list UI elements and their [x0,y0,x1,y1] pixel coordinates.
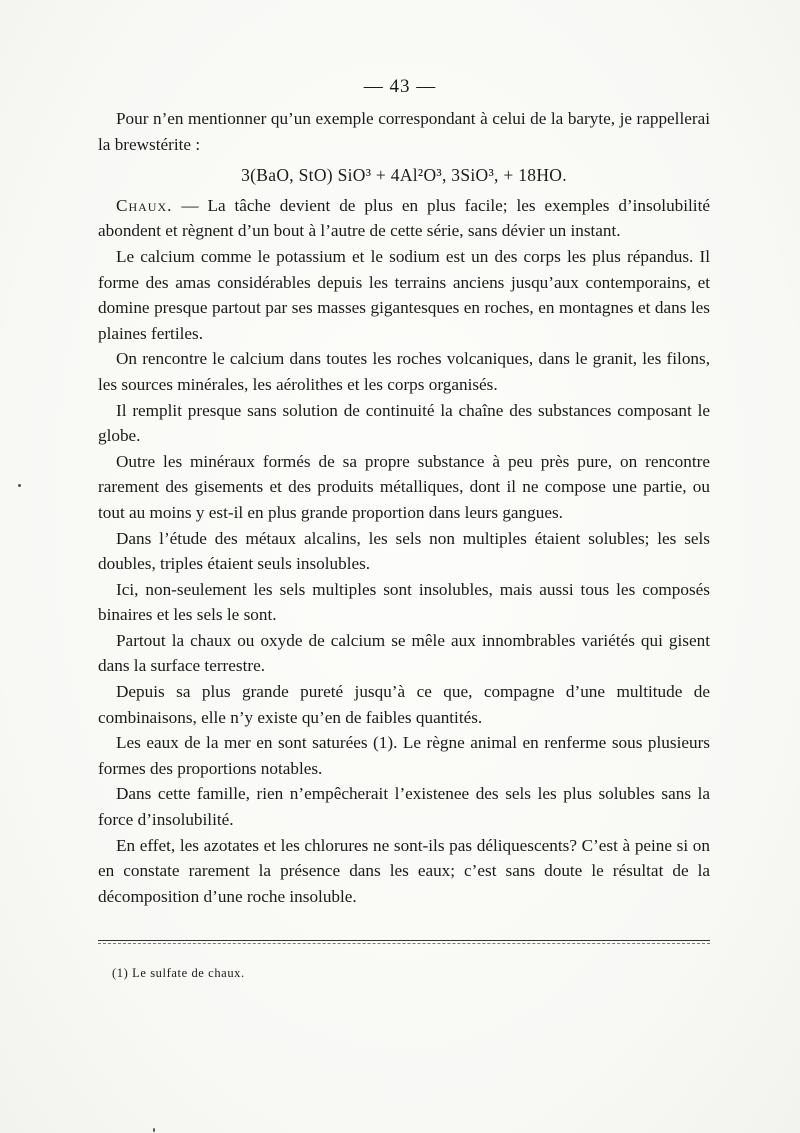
page-number: — 43 — [363,76,437,97]
paper-speck [153,1128,155,1132]
paragraph: Dans l’étude des métaux alcalins, les sels non multiples étaient solubles; les sels doubles, triples étaient seuls insolubles. [98,528,710,574]
paragraph: Outre les minéraux formés de sa propre substance à peu près pure, on rencontre rarement des gisements et des produits métalliques, dont il ne compose une partie, ou tout au moins y est-il en plus grande proportion dans leurs gangues. [98,451,710,522]
paper-speck [18,484,21,487]
body-text [98,106,710,909]
paragraph: Depuis sa plus grande pureté jusqu’à ce que, compagne d’une multitude de combinaisons, elle n’y existe qu’en de faibles quantités. [98,682,710,727]
paragraph: On rencontre le calcium dans toutes les roches volcaniques, dans le granit, les filons, les sources minérales, les aérolithes et les corps organisés. [98,349,710,394]
footnote-divider-shadow [98,943,710,944]
intro-paragraph: Pour n’en mentionner qu’un exemple correspondant à celui de la baryte, je rappellerai la brewstérite : [98,109,710,154]
paragraph: Le calcium comme le potassium et le sodium est un des corps les plus répandus. Il forme des amas considérables depuis les terrains anciens jusqu’aux contemporains, et domine presque partout par ses masses gigantesques en roches, en montagnes et dans les plaines fertiles. [98,246,710,343]
chaux-heading: Chaux. [116,195,173,215]
paragraph: Ici, non-seulement les sels multiples sont insolubles, mais aussi tous les composés binaires et les sels le sont. [98,579,710,625]
paragraph: En effet, les azotates et les chlorures ne sont-ils pas déliquescents? C’est à peine si on en constate rarement la présence dans les eaux; c’est sans doute le résultat de la décomposition d’une roche insoluble. [98,835,710,906]
paragraph: Les eaux de la mer en sont saturées (1). Le règne animal en renferme sous plusieurs formes des proportions notables. [98,733,710,778]
footnote: (1) Le sulfate de chaux. [112,966,245,980]
chaux-text: — La tâche devient de plus en plus facile; les exemples d’insolubilité abondent et règnent d’un bout à l’autre de cette série, sans dévier un instant. [98,195,710,241]
chemical-formula: 3(BaO, StO) SiO³ + 4Al²O³, 3SiO³, + 18HO. [241,165,567,186]
chaux-paragraph [98,193,710,244]
footnote-divider [98,940,710,941]
paragraph: Partout la chaux ou oxyde de calcium se mêle aux innombrables variétés qui gisent dans la surface terrestre. [98,630,710,676]
paragraph: Il remplit presque sans solution de continuité la chaîne des substances composant le globe. [98,400,710,446]
paragraph: Dans cette famille, rien n’empêcherait l’existenee des sels les plus solubles sans la force d’insolubilité. [98,784,710,830]
